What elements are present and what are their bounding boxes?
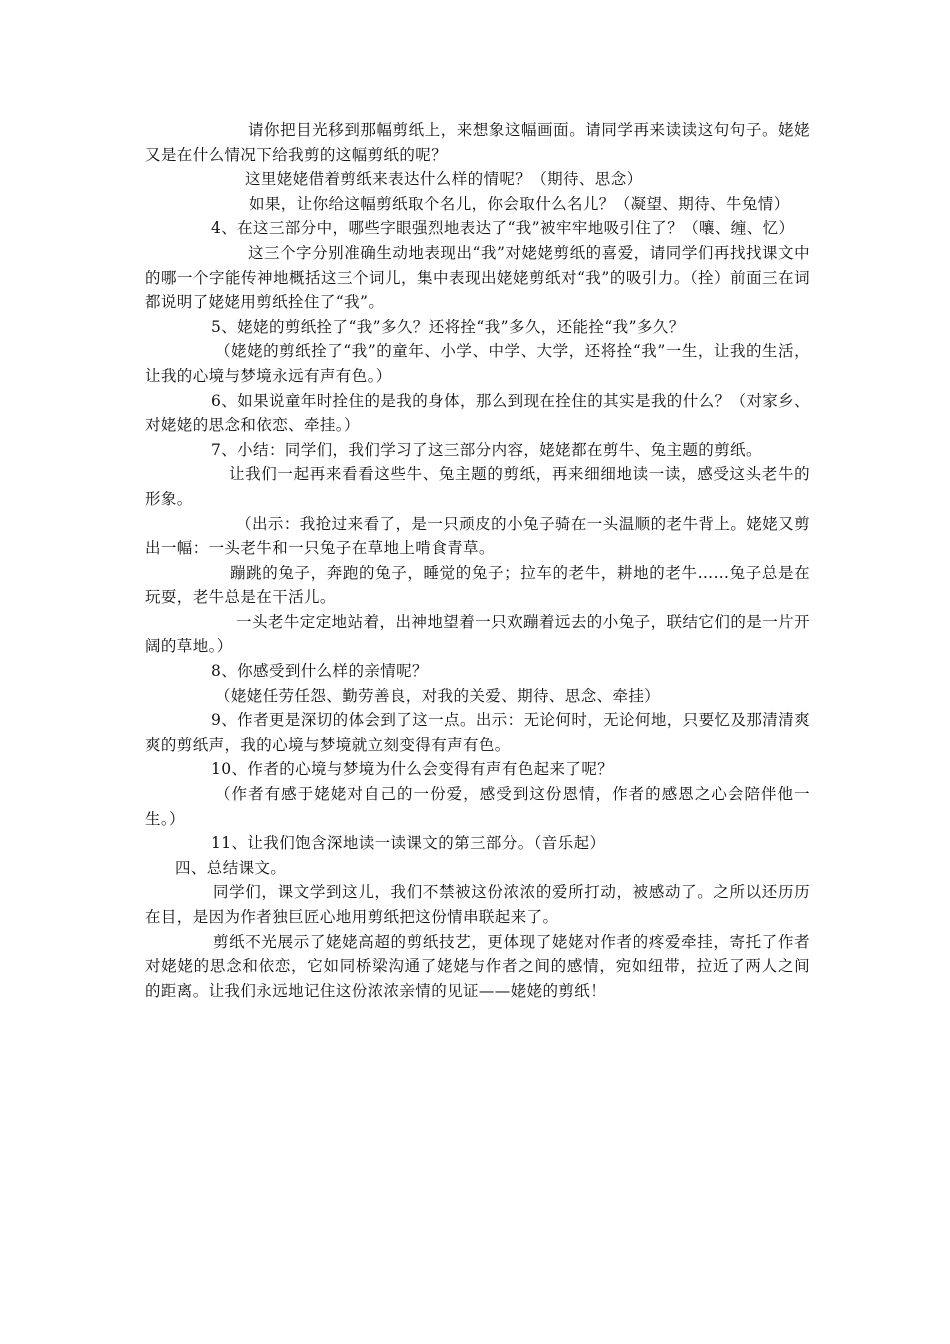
paragraph-summary-7: 7、小结：同学们，我们学习了这三部分内容，姥姥都在剪牛、兔主题的剪纸。	[211, 440, 762, 459]
paragraph-question-8: 8、你感受到什么样的亲情呢？	[211, 662, 428, 681]
paragraph-rabbit-ox: 蹦跳的兔子，奔跑的兔子，睡觉的兔子；拉车的老牛，耕地的老牛……兔子总是在玩耍，老牛总是在干活儿。	[145, 563, 810, 607]
paragraph-answer-8: （姥姥任劳任怨、勤劳善良，对我的关爱、期待、思念、牵挂）	[215, 686, 661, 705]
paragraph-question-5: 5、姥姥的剪纸拴了“我”多久？还将拴“我”多久，还能拴“我”多久？	[211, 317, 685, 336]
paragraph-old-ox-standing: 一头老牛定定地站着，出神地望着一只欢蹦着远去的小兔子，联结它们的是一片开阔的草地。）	[145, 612, 810, 656]
paragraph-question-11: 11、让我们饱含深地读一读课文的第三部分。（音乐起）	[211, 834, 606, 853]
paragraph-conclusion-1: 同学们，课文学到这儿，我们不禁被这份浓浓的爱所打动，被感动了。之所以还历历在目，是因为作者独巨匠心地用剪纸把这份情串联起来了。	[145, 883, 810, 926]
paragraph-name-paper-cut: 如果，让你给这幅剪纸取个名儿，你会取什么名儿？（凝望、期待、牛兔情）	[249, 194, 790, 213]
paragraph-answer-5: （姥姥的剪纸拴了“我”的童年、小学、中学、大学，还将拴“我”一生，让我的生活，让我的心境与梦境永远有声有色。）	[145, 342, 810, 385]
section-heading-summary: 四、总结课文。	[175, 858, 287, 877]
paragraph-observe-paper-cut: 请你把目光移到那幅剪纸上，来想象这幅画面。请同学再来读读这句句子。姥姥又是在什么情况下给我剪的这幅剪纸的呢？	[145, 121, 810, 164]
paragraph-read-again: 让我们一起再来看看这些牛、兔主题的剪纸，再来细细地读一读，感受这头老牛的形象。	[145, 465, 810, 508]
paragraph-question-6: 6、如果说童年时拴住的是我的身体，那么到现在拴住的其实是我的什么？（对家乡、对姥姥的思念和依恋、牵挂。）	[145, 391, 810, 435]
paragraph-key-word-shuan: 这三个字分别准确生动地表现出“我”对姥姥剪纸的喜爱，请同学们再找找课文中的哪一个字能传神地概括这三个词儿，集中表现出姥姥剪纸对“我”的吸引力。（拴）前面三在词都说明了姥姥用剪纸拴住了“我”。	[145, 243, 810, 312]
paragraph-conclusion-2: 剪纸不光展示了姥姥高超的剪纸技艺，更体现了姥姥对作者的疼爱牵挂，寄托了作者对姥姥的思念和依恋，它如同桥梁沟通了姥姥与作者之间的感情，宛如纽带，拉近了两人之间的距离。让我们永远地记住这份浓浓亲情的见证——姥姥的剪纸！	[145, 932, 810, 1000]
paragraph-show-text: （出示：我抢过来看了，是一只顽皮的小兔子骑在一头温顺的老牛背上。姥姥又剪出一幅：一头老牛和一只兔子在草地上啃食青草。	[145, 514, 810, 558]
paragraph-answer-10: （作者有感于姥姥对自己的一份爱，感受到这份恩情，作者的感恩之心会陪伴他一生。）	[145, 785, 810, 828]
paragraph-express-feeling: 这里姥姥借着剪纸来表达什么样的情呢？（期待、思念）	[245, 170, 643, 189]
document-body	[145, 118, 810, 1003]
paragraph-question-10: 10、作者的心境与梦境为什么会变得有声有色起来了呢？	[211, 760, 614, 779]
paragraph-question-9: 9、作者更是深切的体会到了这一点。出示：无论何时，无论何地，只要忆及那清清爽爽的剪纸声，我的心境与梦境就立刻变得有声有色。	[145, 711, 810, 754]
paragraph-question-4: 4、在这三部分中，哪些字眼强烈地表达了“我”被牢牢地吸引住了？（嚷、缠、忆）	[211, 219, 795, 238]
